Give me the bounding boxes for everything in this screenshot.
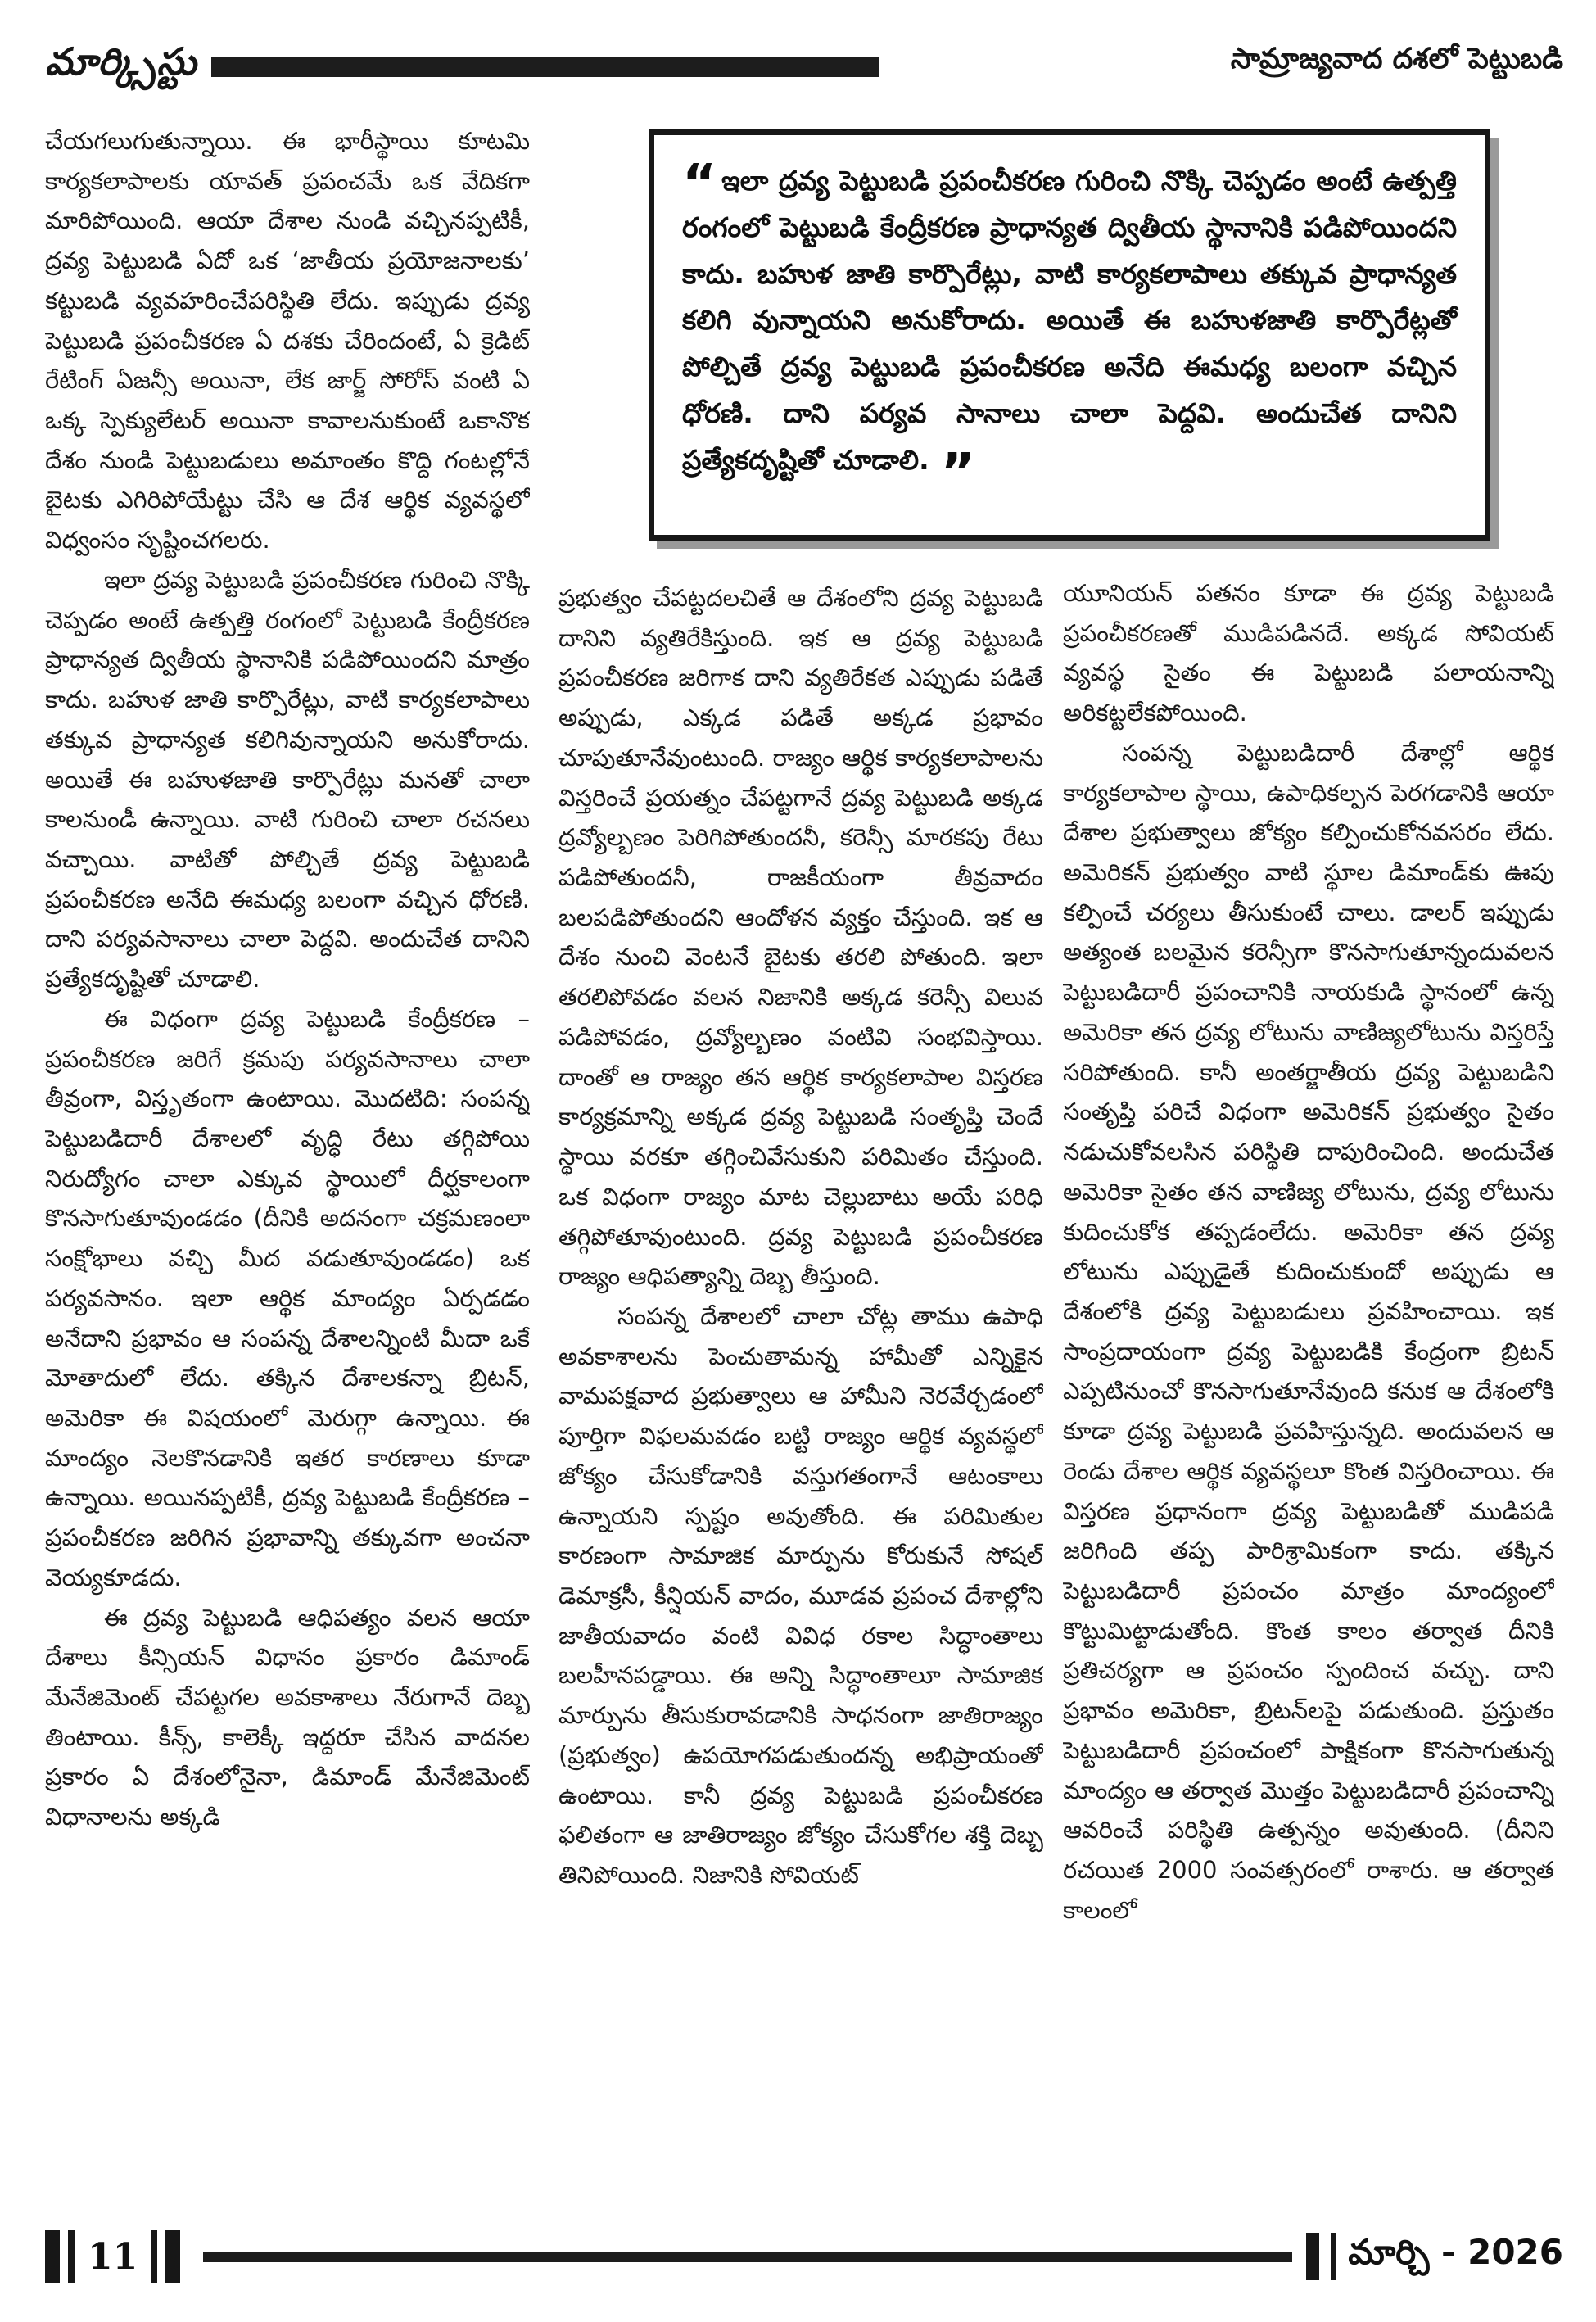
footer-bar-icon xyxy=(151,2230,157,2283)
paragraph: చేయగలుగుతున్నాయి. ఈ భారీస్థాయి కూటమి కార్యకలాపాలకు యావత్ ప్రపంచమే ఒక వేదికగా మారిపోయింది. ఆయా దేశాల నుండి వచ్చినప్పటికీ, ద్రవ్య పెట్టుబడి ఏదో ఒక ‘జాతీయ ప్రయోజనాలకు’ కట్టుబడి వ్యవహరించేపరిస్థితి లేదు. ఇప్పుడు ద్రవ్య పెట్టుబడి ప్రపంచీకరణ ఏ దశకు చేరిందంటే, ఏ క్రెడిట్ రేటింగ్ ఏజన్సీ అయినా, లేక జార్జ్ సోరోస్ వంటి ఏ ఒక్క స్పెక్యులేటర్ అయినా కావాలనుకుంటే ఒకానొక దేశం నుండి పెట్టుబడులు అమాంతం కొద్ది గంటల్లోనే బైటకు ఎగిరిపోయేట్టు చేసి ఆ దేశ ఆర్థిక వ్యవస్థలో విధ్వంసం సృష్టించగలరు. xyxy=(45,127,530,554)
page-footer xyxy=(0,2230,1596,2283)
page-number: 11 xyxy=(88,2235,138,2278)
footer-bar-icon xyxy=(68,2230,75,2283)
pull-quote-box xyxy=(649,129,1490,541)
paragraph: ప్రభుత్వం చేపట్టదలచితే ఆ దేశంలోని ద్రవ్య పెట్టుబడి దానిని వ్యతిరేకిస్తుంది. ఇక ఆ ద్రవ్య పెట్టుబడి ప్రపంచీకరణ జరిగాక దాని వ్యతిరేకత ఎప్పుడు పడితే అప్పుడు, ఎక్కడ పడితే అక్కడ ప్రభావం చూపుతూనేవుంటుంది. రాజ్యం ఆర్థిక కార్యకలాపాలను విస్తరించే ప్రయత్నం చేపట్టగానే ద్రవ్య పెట్టుబడి అక్కడ ద్రవ్యోల్బణం పెరిగిపోతుందనీ, కరెన్సీ మారకపు రేటు పడిపోతుందనీ, రాజకీయంగా తీవ్రవాదం బలపడిపోతుందని ఆందోళన వ్యక్తం చేస్తుంది. ఇక ఆ దేశం నుంచి వెంటనే బైటకు తరలి పోతుంది. ఇలా తరలిపోవడం వలన నిజానికి అక్కడ కరెన్సీ విలువ పడిపోవడం, ద్రవ్యోల్బణం వంటివి సంభవిస్తాయి. దాంతో ఆ రాజ్యం తన ఆర్థిక కార్యకలాపాల విస్తరణ కార్యక్రమాన్ని అక్కడ ద్రవ్య పెట్టుబడి సంతృప్తి చెందే స్థాయి వరకూ తగ్గించివేసుకుని పరిమితం చేస్తుంది. ఒక విధంగా రాజ్యం మాట చెల్లుబాటు అయే పరిధి తగ్గిపోతూవుంటుంది. ద్రవ్య పెట్టుబడి ప్రపంచీకరణ రాజ్యం ఆధిపత్యాన్ని దెబ్బ తీస్తుంది. xyxy=(558,584,1043,1291)
magazine-logo: మార్క్సిస్టు xyxy=(45,39,197,84)
footer-bar-icon xyxy=(1306,2233,1319,2280)
paragraph: సంపన్న దేశాలలో చాలా చోట్ల తాము ఉపాధి అవకాశాలను పెంచుతామన్న హామీతో ఎన్నికైన వామపక్షవాద ప్రభుత్వాలు ఆ హామీని నెరవేర్చడంలో పూర్తిగా విఫలమవడం బట్టి రాజ్యం ఆర్థిక వ్యవస్థలో జోక్యం చేసుకోడానికి వస్తుగతంగానే ఆటంకాలు ఉన్నాయని స్పష్టం అవుతోంది. ఈ పరిమితుల కారణంగా సామాజిక మార్పును కోరుకునే సోషల్ డెమాక్రసీ, కీన్షియన్ వాదం, మూడవ ప్రపంచ దేశాల్లోని జాతీయవాదం వంటి వివిధ రకాల సిద్ధాంతాలు బలహీనపడ్డాయి. ఈ అన్ని సిద్ధాంతాలూ సామాజిక మార్పును తీసుకురావడానికి సాధనంగా జాతిరాజ్యం (ప్రభుత్వం) ఉపయోగపడుతుందన్న అభిప్రాయంతో ఉంటాయి. కానీ ద్రవ్య పెట్టుబడి ప్రపంచీకరణ ఫలితంగా ఆ జాతిరాజ్యం జోక్యం చేసుకోగల శక్తి దెబ్బ తినిపోయింది. నిజానికి సోవియట్ xyxy=(558,1301,1043,1889)
column-left xyxy=(45,121,530,2218)
paragraph: యూనియన్ పతనం కూడా ఈ ద్రవ్య పెట్టుబడి ప్రపంచీకరణతో ముడిపడినదే. అక్కడ సోవియట్ వ్యవస్థ సైతం ఈ పెట్టుబడి పలాయనాన్ని అరికట్టలేకపోయింది. xyxy=(1063,579,1554,727)
article-title: సామ్రాజ్యవాద దశలో పెట్టుబడి xyxy=(1230,43,1563,75)
footer-page-number-group xyxy=(45,2230,180,2283)
pull-quote-body: ఇలా ద్రవ్య పెట్టుబడి ప్రపంచీకరణ గురించి నొక్కి చెప్పడం అంటే ఉత్పత్తి రంగంలో పెట్టుబడి కేంద్రీకరణ ప్రాధాన్యత ద్వితీయ స్థానానికి పడిపోయిందని కాదు. బహుళ జాతి కార్పొరేట్లు, వాటి కార్యకలాపాలు తక్కువ ప్రాధాన్యత కలిగి వున్నాయని అనుకోరాదు. అయితే ఈ బహుళజాతి కార్పొరేట్లతో పోల్చితే ద్రవ్య పెట్టుబడి ప్రపంచీకరణ అనేది ఈమధ్య బలంగా వచ్చిన ధోరణి. దాని పర్యవ సానాలు చాలా పెద్దవి. అందుచేత దానిని ప్రత్యేకదృష్టితో చూడాలి. xyxy=(682,165,1457,476)
column-right xyxy=(1063,573,1554,2225)
issue-date: మార్చి - 2026 xyxy=(1348,2232,1563,2272)
footer-bar-icon xyxy=(1331,2233,1336,2280)
footer-bar-icon xyxy=(45,2230,60,2283)
open-quote-icon: “ xyxy=(682,154,717,215)
pull-quote-text xyxy=(682,154,1457,504)
footer-date-group xyxy=(1306,2230,1563,2283)
page-header xyxy=(0,25,1596,90)
footer-bar-icon xyxy=(165,2230,180,2283)
paragraph: ఇలా ద్రవ్య పెట్టుబడి ప్రపంచీకరణ గురించి నొక్కి చెప్పడం అంటే ఉత్పత్తి రంగంలో పెట్టుబడి కేంద్రీకరణ ప్రాధాన్యత ద్వితీయ స్థానానికి పడిపోయిందని మాత్రం కాదు. బహుళ జాతి కార్పొరేట్లు, వాటి కార్యకలాపాలు తక్కువ ప్రాధాన్యత కలిగివున్నాయని అనుకోరాదు. అయితే ఈ బహుళజాతి కార్పొరేట్లు మనతో చాలా కాలనుండీ ఉన్నాయి. వాటి గురించి చాలా రచనలు వచ్చాయి. వాటితో పోల్చితే ద్రవ్య పెట్టుబడి ప్రపంచీకరణ అనేది ఈమధ్య బలంగా వచ్చిన ధోరణి. దాని పర్యవసానాలు చాలా పెద్దవి. అందుచేత దానిని ప్రత్యేకదృష్టితో చూడాలి. xyxy=(45,565,530,994)
footer-rule xyxy=(203,2252,1292,2262)
paragraph: ఈ ద్రవ్య పెట్టుబడి ఆధిపత్యం వలన ఆయా దేశాలు కీన్సియన్ విధానం ప్రకారం డిమాండ్ మేనేజిమెంట్ చేపట్టగల అవకాశాలు నేరుగానే దెబ్బ తింటాయి. కీన్స్, కాలెక్కీ ఇద్దరూ చేసిన వాదనల ప్రకారం ఏ దేశంలోనైనా, డిమాండ్ మేనేజిమెంట్ విధానాలను అక్కడి xyxy=(45,1603,530,1831)
column-middle xyxy=(558,578,1043,2225)
header-rule xyxy=(211,57,879,77)
paragraph: ఈ విధంగా ద్రవ్య పెట్టుబడి కేంద్రీకరణ –ప్రపంచీకరణ జరిగే క్రమపు పర్యవసానాలు చాలా తీవ్రంగా, విస్తృతంగా ఉంటాయి. మొదటిది: సంపన్న పెట్టుబడిదారీ దేశాలలో వృద్ధి రేటు తగ్గిపోయి నిరుద్యోగం చాలా ఎక్కువ స్థాయిలో దీర్ఘకాలంగా కొనసాగుతూవుండడం (దీనికి అదనంగా చక్రమణంలా సంక్షోభాలు వచ్చి మీద వడుతూవుండడం) ఒక పర్యవసానం. ఇలా ఆర్థిక మాంద్యం ఏర్పడడం అనేదాని ప్రభావం ఆ సంపన్న దేశాలన్నింటి మీదా ఒకే మోతాదులో లేదు. తక్కిన దేశాలకన్నా బ్రిటన్, అమెరికా ఈ విషయంలో మెరుగ్గా ఉన్నాయి. ఈ మాంద్యం నెలకొనడానికి ఇతర కారణాలు కూడా ఉన్నాయి. అయినప్పటికీ, ద్రవ్య పెట్టుబడి కేంద్రీకరణ – ప్రపంచీకరణ జరిగిన ప్రభావాన్ని తక్కువగా అంచనా వెయ్యకూడదు. xyxy=(45,1004,530,1591)
close-quote-icon: ” xyxy=(940,442,975,504)
paragraph: సంపన్న పెట్టుబడిదారీ దేశాల్లో ఆర్థిక కార్యకలాపాల స్థాయి, ఉపాధికల్పన పెరగడానికి ఆయా దేశాల ప్రభుత్వాలు జోక్యం కల్పించుకోనవసరం లేదు. అమెరికన్ ప్రభుత్వం వాటి స్థూల డిమాండ్‌కు ఊపు కల్పించే చర్యలు తీసుకుంటే చాలు. డాలర్ ఇప్పుడు అత్యంత బలమైన కరెన్సీగా కొనసాగుతూన్నందువలన పెట్టుబడిదారీ ప్రపంచానికి నాయకుడి స్థానంలో ఉన్న అమెరికా తన ద్రవ్య లోటును వాణిజ్యలోటును విస్తరిస్తే సరిపోతుంది. కానీ అంతర్జాతీయ ద్రవ్య పెట్టుబడిని సంతృప్తి పరిచే విధంగా అమెరికన్ ప్రభుత్వం సైతం నడుచుకోవలసిన పరిస్థితి దాపురించింది. అందుచేత అమెరికా సైతం తన వాణిజ్య లోటును, ద్రవ్య లోటును కుదించుకోక తప్పడంలేదు. అమెరికా తన ద్రవ్య లోటును ఎప్పుడైతే కుదించుకుందో అప్పుడు ఆ దేశంలోకి ద్రవ్య పెట్టుబడులు ప్రవహించాయి. ఇక సాంప్రదాయంగా ద్రవ్య పెట్టుబడికి కేంద్రంగా బ్రిటన్ ఎప్పటినుంచో కొనసాగుతూనేవుంది కనుక ఆ దేశంలోకి కూడా ద్రవ్య పెట్టుబడి ప్రవహిస్తున్నది. అందువలన ఆ రెండు దేశాల ఆర్థిక వ్యవస్థలూ కొంత విస్తరించాయి. ఈ విస్తరణ ప్రధానంగా ద్రవ్య పెట్టుబడితో ముడిపడి జరిగింది తప్ప పారిశ్రామికంగా కాదు. తక్కిన పెట్టుబడిదారీ ప్రపంచం మాత్రం మాంద్యంలో కొట్టుమిట్టాడుతోంది. కొంత కాలం తర్వాత దీనికి ప్రతిచర్యగా ఆ ప్రపంచం స్పందించ వచ్చు. దాని ప్రభావం అమెరికా, బ్రిటన్‌లపై పడుతుంది. ప్రస్తుతం పెట్టుబడిదారీ ప్రపంచంలో పాక్షికంగా కొనసాగుతున్న మాంద్యం ఆ తర్వాత మొత్తం పెట్టుబడిదారీ ప్రపంచాన్ని ఆవరించే పరిస్థితి ఉత్పన్నం అవుతుంది. (దీనిని రచయిత 2000 సంవత్సరంలో రాశారు. ఆ తర్వాత కాలంలో xyxy=(1063,738,1554,1924)
